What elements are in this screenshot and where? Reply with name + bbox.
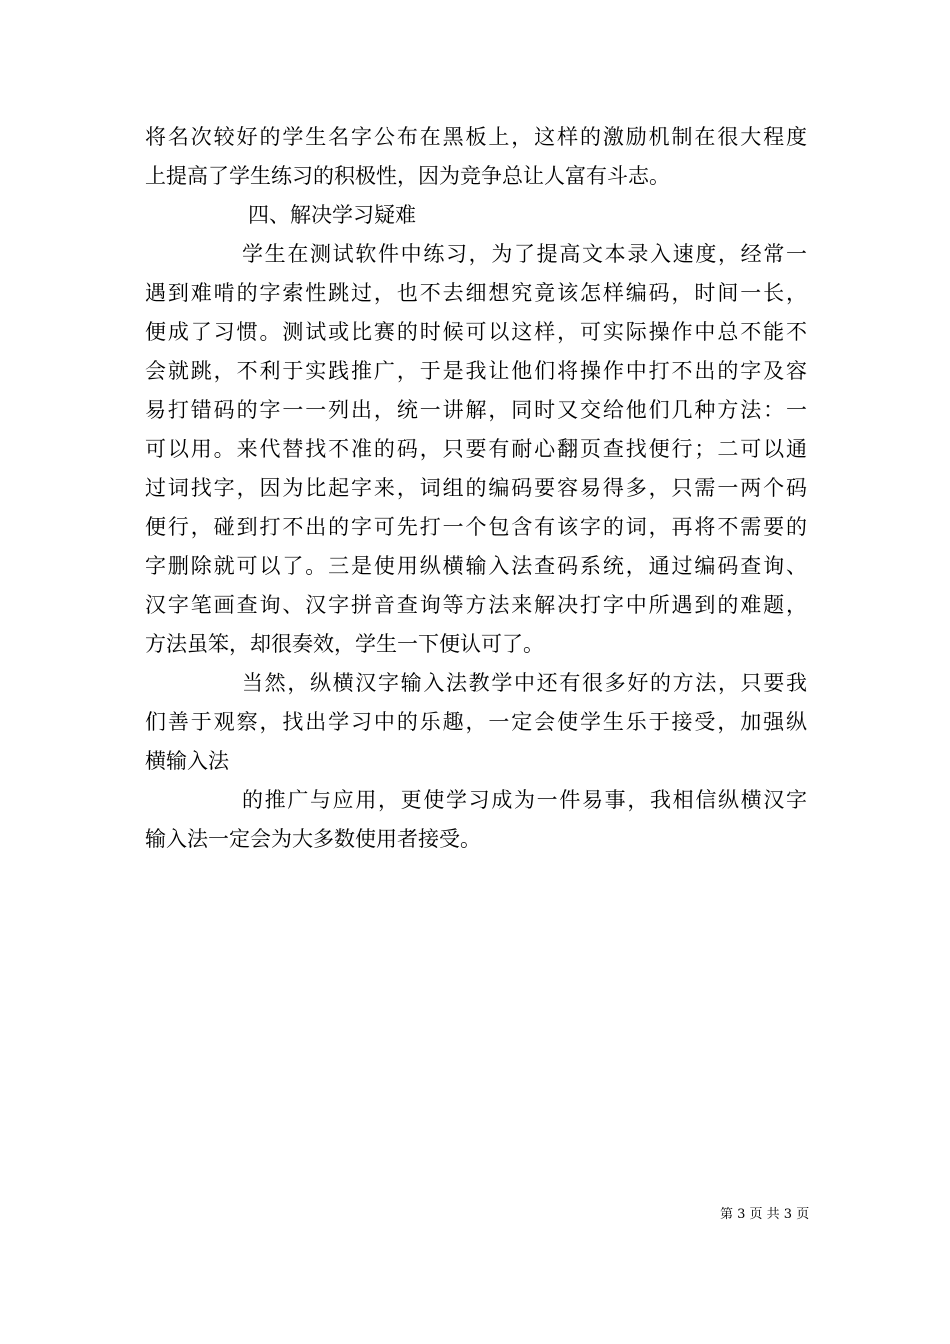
text-line: 遇到难啃的字索性跳过，也不去细想究竟该怎样编码，时间一长， <box>145 281 807 305</box>
document-body <box>145 118 807 859</box>
text-line: 过词找字，因为比起字来，词组的编码要容易得多，只需一两个码 <box>145 476 807 500</box>
text-line: 将名次较好的学生名字公布在黑板上，这样的激励机制在很大程度 <box>145 125 807 149</box>
text-line: 的推广与应用，更使学习成为一件易事，我相信纵横汉字 <box>242 788 807 812</box>
section-heading: 四、解决学习疑难 <box>248 203 416 227</box>
text-line: 可以用。来代替找不准的码，只要有耐心翻页查找便行；二可以通 <box>145 437 807 461</box>
page-number: 第 3 页 共 3 页 <box>720 1207 810 1222</box>
text-line: 横输入法 <box>145 749 229 773</box>
text-line: 易打错码的字一一列出，统一讲解，同时又交给他们几种方法：一 <box>145 398 807 422</box>
text-line: 方法虽笨，却很奏效，学生一下便认可了。 <box>145 632 544 656</box>
text-line: 们善于观察，找出学习中的乐趣，一定会使学生乐于接受，加强纵 <box>145 710 807 734</box>
text-line: 便成了习惯。测试或比赛的时候可以这样，可实际操作中总不能不 <box>145 320 807 344</box>
text-line: 当然，纵横汉字输入法教学中还有很多好的方法，只要我 <box>242 671 807 695</box>
text-line: 汉字笔画查询、汉字拼音查询等方法来解决打字中所遇到的难题， <box>145 593 807 617</box>
text-line: 上提高了学生练习的积极性，因为竞争总让人富有斗志。 <box>145 164 670 188</box>
text-line: 输入法一定会为大多数使用者接受。 <box>145 827 481 851</box>
text-line: 字删除就可以了。三是使用纵横输入法查码系统，通过编码查询、 <box>145 554 807 578</box>
text-line: 学生在测试软件中练习，为了提高文本录入速度，经常一 <box>242 242 807 266</box>
text-line: 会就跳，不利于实践推广，于是我让他们将操作中打不出的字及容 <box>145 359 807 383</box>
text-line: 便行，碰到打不出的字可先打一个包含有该字的词，再将不需要的 <box>145 515 807 539</box>
